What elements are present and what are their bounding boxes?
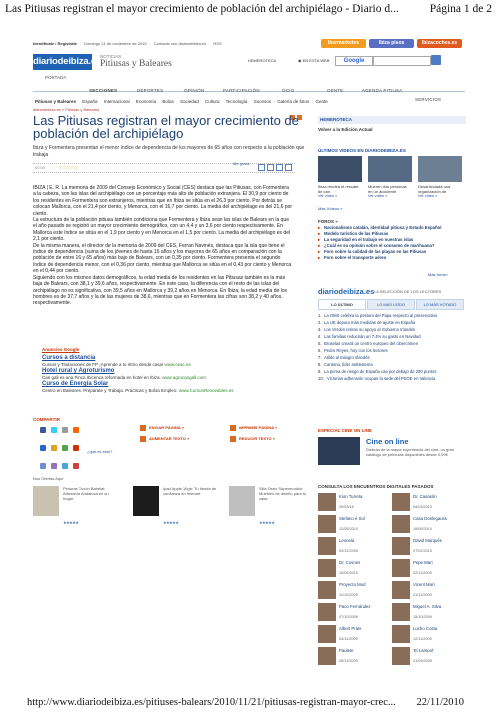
encuentro-date: 16/06/2010 bbox=[413, 527, 433, 531]
subnav-item[interactable]: Gente bbox=[315, 99, 328, 104]
partner-pill-ibermarket[interactable]: Ibermarketvs bbox=[321, 39, 366, 48]
technorati-icon[interactable] bbox=[62, 445, 68, 451]
ad-title[interactable]: Curso de Energía Solar bbox=[42, 381, 109, 387]
encuentro-item[interactable] bbox=[318, 603, 388, 623]
subnav-item[interactable]: España bbox=[82, 99, 98, 104]
ad-url[interactable]: www.ceac.es bbox=[164, 362, 191, 367]
offer-item[interactable] bbox=[33, 486, 121, 534]
forum-link[interactable]: ▸ Modelo turístico de las Pitiusas bbox=[318, 231, 464, 237]
masthead-kicker: NOTICIAS bbox=[100, 54, 122, 59]
avatar[interactable] bbox=[392, 625, 410, 643]
avatar[interactable] bbox=[318, 515, 336, 533]
tab-most-read[interactable]: LO MÁS LEÍDO bbox=[367, 299, 415, 310]
list-item[interactable]: 7. Atlido al milagro irlandés bbox=[318, 355, 370, 360]
avatar[interactable] bbox=[392, 647, 410, 665]
article-paragraph: La estructura de la población pitiusa también condiciona que Formentera y Ibiza sean las islas de Balears en la que el año pasado se registró un mayor crecimiento demográfico, con un 4,4 y un 3,6 por ciento respectivamente. En Mallorca este índice se sitúa en el 1,9 por ciento y en Menorca en el 1,5 por ciento. La media del archipiélago es del 2,1 por ciento. bbox=[33, 217, 291, 243]
list-item[interactable]: 8. Cantona, líder antisistema bbox=[318, 362, 373, 367]
encuentro-name[interactable]: Paulete bbox=[339, 648, 354, 653]
video-link[interactable]: Ver vídeo » bbox=[318, 194, 338, 198]
myspace-icon[interactable] bbox=[40, 463, 46, 469]
list-item[interactable]: 9. La prima de riesgo de España cae por debajo de 200 puntos bbox=[318, 369, 437, 374]
forum-link[interactable]: ▸ Foro sobre la calidad de las playas en las Pitiusas bbox=[318, 249, 464, 255]
search-scope-radio[interactable]: ◉ EN ESTA WEB bbox=[298, 58, 330, 63]
search-input[interactable] bbox=[373, 56, 431, 66]
encuentro-name[interactable]: David Marquês bbox=[413, 538, 442, 543]
subnav-item[interactable]: Galería de fotos bbox=[277, 99, 310, 104]
encuentro-item[interactable] bbox=[392, 625, 462, 645]
vote-count: 00:00 bbox=[35, 165, 46, 170]
ad-desc: Cursos y Titulaciones de FP ¡Aprende a tu ritmo desde casa! bbox=[42, 362, 164, 367]
offer-stars: ★★★★★ bbox=[259, 520, 275, 525]
avatar[interactable] bbox=[318, 493, 336, 511]
cine-title[interactable]: Cine on line bbox=[366, 437, 409, 446]
subnav-item[interactable]: Pitiusas y Baleares bbox=[35, 99, 77, 104]
list-item[interactable]: 10. Victorias adhensión ocupan la sede del PSOE en Valencia bbox=[318, 376, 436, 381]
encuentro-name[interactable]: Miguel A. Silva bbox=[413, 604, 442, 609]
live-icon[interactable] bbox=[51, 463, 57, 469]
print-header bbox=[0, 3, 500, 19]
list-item[interactable]: 1. La OMS celebra la postura del Papa respecto al preservativo bbox=[318, 313, 438, 318]
article-paragraph: Siguiendo con los mismos datos demográficos, la edad media de los residentes en las Pitiusas también es la más baja de Balears, con 38,1 y 39,6 años, respectivamente. En este caso, la diferencia con el resto de las islas del archipiélago no es significativa, con 39,5 años en Mallorca y 39,2 años en Menorca. En Ibiza, la edad media de los hombres es de 37,7 años y la de las mujeres de 38,6, mientras que en Formentera las cifras son 38,2 y 40 años, respectivamente. bbox=[33, 274, 288, 307]
encuentro-name[interactable]: Leonela bbox=[339, 538, 355, 543]
subnav-item[interactable]: Sociedad bbox=[179, 99, 199, 104]
encuentro-name[interactable]: Stefano é Sol bbox=[339, 516, 365, 521]
partner-pill-ibizacoches[interactable]: Ibizacoches.es bbox=[417, 39, 462, 48]
login-link[interactable]: Identifícate / Registrate bbox=[33, 41, 78, 46]
share-label: COMPARTIR bbox=[33, 417, 60, 422]
encuentro-name[interactable]: Lucho Costa bbox=[413, 626, 438, 631]
subnav-item[interactable]: Internacional bbox=[103, 99, 130, 104]
reduce-text-button[interactable]: REDUCIR TEXTO » bbox=[230, 436, 275, 442]
like-button[interactable]: Me gusta bbox=[233, 161, 250, 166]
encuentro-item[interactable] bbox=[318, 515, 388, 535]
print-footer bbox=[0, 697, 500, 713]
ad-desc: Can gall es una Finca Ibicenca reformada en hotel en Ibiza. bbox=[42, 375, 161, 380]
encuentro-name[interactable]: Albert Prats bbox=[339, 626, 362, 631]
forum-link[interactable]: ▸ Nacionalismo catalán, identidad pitiusa y Estado Español bbox=[318, 225, 464, 231]
encuentro-date: 21/09/2009 bbox=[413, 659, 433, 663]
subnav-item[interactable]: Bolsa bbox=[162, 99, 174, 104]
encuentro-name[interactable]: Proyecto Mod bbox=[339, 582, 366, 587]
video-link[interactable]: Ver vídeo » bbox=[368, 194, 388, 198]
readers-selection-title: LA SELECCIÓN DE LOS LECTORES bbox=[374, 289, 442, 294]
masthead-region: Pitiusas y Baleares bbox=[100, 59, 172, 69]
avatar[interactable] bbox=[318, 559, 336, 577]
encuentro-item[interactable] bbox=[318, 581, 388, 601]
latest-news-list bbox=[318, 313, 464, 383]
avatar[interactable] bbox=[392, 537, 410, 555]
encuentro-date: 02/11/2009 bbox=[413, 571, 432, 575]
encuentro-date: 26/11/2009 bbox=[339, 659, 358, 663]
avatar[interactable] bbox=[392, 493, 410, 511]
avatar[interactable] bbox=[318, 647, 336, 665]
encuentro-date: 04/11/2009 bbox=[339, 637, 358, 641]
article-lead: Ibiza y Formentera presentan el menor índice de dependencia de los mayores de 65 años con respecto a la población que trabaja bbox=[33, 145, 305, 158]
rss-link[interactable]: RSS bbox=[213, 41, 222, 46]
search-button[interactable] bbox=[431, 55, 441, 65]
encuentro-name[interactable]: 'El Lampol' bbox=[413, 648, 434, 653]
video-link[interactable]: Ver vídeo » bbox=[418, 194, 438, 198]
nav-item-secciones[interactable]: SECCIONES bbox=[89, 88, 118, 93]
site-logo[interactable]: diariodeibiza.es bbox=[33, 54, 92, 70]
encuentro-date: 09/12/2000 bbox=[339, 549, 359, 553]
avatar[interactable] bbox=[392, 603, 410, 621]
hemeroteca-label[interactable]: HEMEROTECA bbox=[248, 58, 277, 63]
back-to-current-edition[interactable]: Volver a la Edición Actual bbox=[318, 127, 373, 132]
avatar[interactable] bbox=[318, 603, 336, 621]
offer-text: Silla Oseo Supermodulo: Muebles de diseño para tu casa bbox=[259, 486, 307, 501]
offer-item[interactable] bbox=[133, 486, 221, 534]
current-date: Domingo 21 de noviembre de 2010 bbox=[84, 41, 147, 46]
encuentro-item[interactable] bbox=[392, 559, 462, 579]
video-thumbnail[interactable] bbox=[318, 156, 362, 182]
encuentro-item[interactable] bbox=[318, 493, 388, 513]
videos-row bbox=[318, 156, 464, 210]
encuentro-item[interactable] bbox=[392, 603, 462, 623]
google-bookmarks-icon[interactable] bbox=[51, 445, 57, 451]
list-item[interactable]: 2. La UE depura más medidas de ajuste en España bbox=[318, 320, 416, 325]
print-icon[interactable] bbox=[267, 164, 274, 171]
ad-url[interactable]: www.agrocangall.com bbox=[162, 375, 206, 380]
top-bar bbox=[33, 41, 465, 50]
video-item[interactable] bbox=[418, 156, 462, 198]
offer-text: Ipad Apple 16gb: Tu tienda de confianza en Internet bbox=[163, 486, 217, 496]
wikio-icon[interactable] bbox=[62, 463, 68, 469]
video-title[interactable]: Mueren dos personas en un accidente bbox=[368, 184, 407, 194]
share-icon[interactable] bbox=[276, 164, 283, 171]
stumble-icon[interactable] bbox=[73, 463, 79, 469]
list-item[interactable]: 3. Los Verdes retiran su apoyo al Gobierno Irlandés bbox=[318, 327, 416, 332]
delicious-icon[interactable] bbox=[62, 427, 68, 433]
rating-stars[interactable]: ☆☆☆☆☆ bbox=[58, 165, 78, 171]
print-title: Las Pitiusas registran el mayor crecimiento de población del archipiélago - Diario d... bbox=[5, 3, 399, 15]
encuentro-item[interactable] bbox=[392, 537, 462, 557]
nav-item-opinion[interactable]: OPINIÓN bbox=[184, 88, 205, 93]
increase-text-button[interactable]: AUMENTAR TEXTO » bbox=[140, 436, 189, 442]
encuentro-item[interactable] bbox=[318, 625, 388, 645]
encuentro-name[interactable]: Dr. Cosnes bbox=[339, 560, 361, 565]
nav-item-gente[interactable]: GENTE bbox=[327, 88, 344, 93]
nav-item-agenda[interactable]: AGENDA PITIUSA bbox=[362, 88, 403, 93]
forum-link[interactable]: ▸ ¿Cuál es su opinión sobre el consumo de marihuana? bbox=[318, 243, 464, 249]
email-icon[interactable] bbox=[258, 164, 265, 171]
encuentros-grid bbox=[318, 493, 464, 673]
video-title[interactable]: Desarticulada una organización de bbox=[418, 184, 451, 194]
contact-link[interactable]: Contacte con diariodeibiza.es bbox=[153, 41, 207, 46]
encuentro-item[interactable] bbox=[318, 537, 388, 557]
ad-desc: Centro en Baleares. Prepárate y Trabaja. Prácticas y Bolsa Empleo. bbox=[42, 388, 178, 393]
encuentro-item[interactable] bbox=[392, 647, 462, 667]
more-forums-link[interactable]: Más foros» bbox=[428, 272, 448, 277]
meneame-icon[interactable] bbox=[73, 427, 79, 433]
more-videos-link[interactable]: Más Vídeos » bbox=[318, 206, 343, 211]
encuentro-item[interactable] bbox=[392, 581, 462, 601]
encuentro-date: 04/03/2010 bbox=[413, 505, 433, 509]
avatar[interactable] bbox=[392, 559, 410, 577]
send-page-button[interactable]: ENVIAR PÁGINA » bbox=[140, 425, 184, 431]
twitter-icon[interactable] bbox=[51, 427, 57, 433]
nav-item-deportes[interactable]: DEPORTES bbox=[137, 88, 164, 93]
ads-header[interactable]: Anuncios Google bbox=[42, 347, 80, 352]
nav-item-ocio[interactable]: OCIO bbox=[282, 88, 295, 93]
video-title[interactable]: Ibiza rendirá el rescate de can bbox=[318, 184, 359, 194]
list-item[interactable]: 6. Pedro Reyes, hoy con los lectores bbox=[318, 348, 388, 353]
subnav-item[interactable]: Sucesos bbox=[253, 99, 271, 104]
encuentro-name[interactable]: Dr. Casasôn bbox=[413, 494, 437, 499]
encuentro-date: 12/05/2010 bbox=[339, 527, 359, 531]
offer-image bbox=[133, 486, 159, 516]
encuentro-name[interactable]: Vicent Marí bbox=[413, 582, 435, 587]
forums-list bbox=[318, 225, 464, 262]
encuentro-date: 25/03/15 bbox=[339, 505, 354, 509]
offer-image bbox=[229, 486, 255, 516]
readers-selection-logo: diariodeibiza.es bbox=[318, 287, 375, 296]
ad-title[interactable]: Cursos a distancia bbox=[42, 355, 96, 361]
article-title: Las Pitiusas registran el mayor crecimiento de población del archipiélago bbox=[33, 113, 299, 141]
offer-image bbox=[33, 486, 59, 516]
offer-item[interactable] bbox=[229, 486, 317, 534]
list-item[interactable]: 4. Las familias reducirán un 7,4% su gasto en Navidad bbox=[318, 334, 421, 339]
print-date: 22/11/2010 bbox=[416, 697, 464, 708]
encuentro-date: 12/11/2009 bbox=[413, 637, 432, 641]
encuentro-name[interactable]: Paco Fernández bbox=[339, 604, 371, 609]
video-item[interactable] bbox=[318, 156, 362, 198]
encuentro-date: 11/12/2009 bbox=[339, 593, 358, 597]
forums-header[interactable]: FOROS » bbox=[318, 219, 338, 224]
list-item[interactable]: 5. Bruselas creará un centro europeo del cibercrimen bbox=[318, 341, 419, 346]
digg-icon[interactable] bbox=[40, 445, 46, 451]
ad-title[interactable]: Hotel rural y Agroturismo bbox=[42, 368, 115, 374]
encuentro-date: 15/06/2010 bbox=[339, 571, 359, 575]
encuentro-item[interactable] bbox=[318, 559, 388, 579]
print-page-number: Página 1 de 2 bbox=[429, 3, 492, 15]
tab-most-voted[interactable]: LO MÁS VOTADO bbox=[416, 299, 464, 310]
subnav-item[interactable]: Economía bbox=[135, 99, 157, 104]
ad-url[interactable]: www.CursosRenovables.es bbox=[178, 388, 234, 393]
nav-item-participacion[interactable]: PARTICIPACIÓN bbox=[223, 88, 260, 93]
encuentro-date: 21/11/2009 bbox=[413, 593, 432, 597]
encuentro-item[interactable] bbox=[318, 647, 388, 667]
encuentro-name[interactable]: Pepe Mari bbox=[413, 560, 433, 565]
offer-stars: ★★★★★ bbox=[63, 520, 79, 525]
encuentro-date: 15/10/2009 bbox=[413, 615, 433, 619]
encuentro-date: 07/10/2009 bbox=[339, 615, 359, 619]
encuentros-header: CONSULTA LOS ENCUENTROS DIGITALES PASADOS bbox=[318, 484, 434, 489]
encuentro-name[interactable]: Casa Donlegauss bbox=[413, 516, 447, 521]
video-thumbnail[interactable] bbox=[368, 156, 412, 182]
nav-item-servicios[interactable]: SERVICIOS bbox=[415, 97, 442, 102]
special-cine-label: ESPECIAL CINE ON LINE bbox=[318, 428, 372, 433]
avatar[interactable] bbox=[392, 581, 410, 599]
what-is-this-link[interactable]: ¿qué es esto? bbox=[87, 449, 113, 454]
offer-text: Pinturas Tuxón Babelat: Artesanía Andaluza en su hogar bbox=[63, 486, 109, 501]
comment-icon[interactable] bbox=[285, 164, 292, 171]
article-paragraph: IBIZA | E. R. La memoria de 2009 del Consejo Económico y Social (CES) destaca que las Pitiusas, con Formentera a la cabeza, son las islas del archipiélago con un porcentaje más alto de población extranjera. El 30,9 por ciento de los residentes en Formentera son extranjeros, mientras que en Ibiza se sitúa en el 26,3 por ciento. Por detrás se colocan Mallorca, con el 21,4 por ciento, y Menorca, con el 16,7 por ciento. La media del archipiélago es del 21,6 por ciento. bbox=[33, 185, 293, 217]
cine-image[interactable] bbox=[318, 437, 360, 465]
forum-link[interactable]: ▸ La seguridad en el trabajo en nuestras islas bbox=[318, 237, 464, 243]
cine-promo[interactable] bbox=[318, 437, 464, 467]
avatar[interactable] bbox=[318, 537, 336, 555]
avatar[interactable] bbox=[318, 625, 336, 643]
article-body bbox=[33, 185, 293, 307]
readers-tabs bbox=[318, 299, 464, 309]
avatar[interactable] bbox=[392, 515, 410, 533]
videos-header: ÚLTIMOS VÍDEOS EN DIARIODEIBIZA.ES bbox=[318, 148, 406, 153]
offer-stars: ★★★★★ bbox=[163, 520, 179, 525]
section-masthead bbox=[100, 54, 220, 72]
facebook-icon[interactable] bbox=[40, 427, 46, 433]
subnav-item[interactable]: Tecnología bbox=[225, 99, 248, 104]
google-ads bbox=[42, 347, 292, 394]
video-item[interactable] bbox=[368, 156, 412, 198]
yahoo-icon[interactable] bbox=[73, 445, 79, 451]
partner-pill-ibizapisos[interactable]: Ibiza pisos bbox=[369, 39, 414, 48]
sub-nav bbox=[35, 99, 365, 104]
encuentro-name[interactable]: Kion Turreta bbox=[339, 494, 363, 499]
google-logo: Google bbox=[335, 56, 373, 66]
article-paragraph: De la misma manera, el director de la memoria de 2009 del CES, Ferran Navinés, destaca que la isla que tiene el índice de dependencia (suma de los jóvenes de hasta 16 años y los mayores de 65 años en comparación con la población de entre 16 y 65 años) más bajo de Balears, con un 0,35 por ciento. Formentera presenta el segundo índice de dependencia menor, con el 0,36 por ciento, mientras que Mallorca se sitúa en el 0,43 por ciento y Menorca en el 0,44 por ciento. bbox=[33, 242, 292, 275]
encuentro-date: 27/02/2010 bbox=[413, 549, 433, 553]
rating-bar bbox=[33, 163, 295, 173]
print-page-button[interactable]: IMPRIMIR PÁGINA » bbox=[230, 425, 277, 431]
forum-link[interactable]: ▸ Foro sobre el transporte aéreo bbox=[318, 255, 464, 261]
offers-label: Nos Ofertas Aquí bbox=[33, 476, 64, 481]
avatar[interactable] bbox=[318, 581, 336, 599]
offers-row bbox=[33, 486, 313, 534]
nav-portada[interactable]: PORTADA bbox=[45, 75, 67, 80]
subnav-item[interactable]: Cultura bbox=[204, 99, 220, 104]
print-url: http://www.diariodeibiza.es/pitiuses-balears/2010/11/21/pitiusas-registran-mayor-crec... bbox=[27, 697, 396, 708]
encuentro-item[interactable] bbox=[392, 515, 462, 535]
breadcrumb[interactable]: diariodeibiza.es » Pitiusas y Baleares bbox=[33, 107, 100, 112]
sidebar-hemeroteca[interactable]: HEMEROTECA bbox=[318, 116, 466, 124]
video-thumbnail[interactable] bbox=[418, 156, 462, 182]
encuentro-item[interactable] bbox=[392, 493, 462, 513]
cine-desc: Disfruta de la mayor experiencia del cine, un gran catálogo de películas disponibles desde 0,99€ bbox=[366, 447, 455, 457]
tab-latest[interactable]: LO ÚLTIMO bbox=[318, 299, 366, 310]
